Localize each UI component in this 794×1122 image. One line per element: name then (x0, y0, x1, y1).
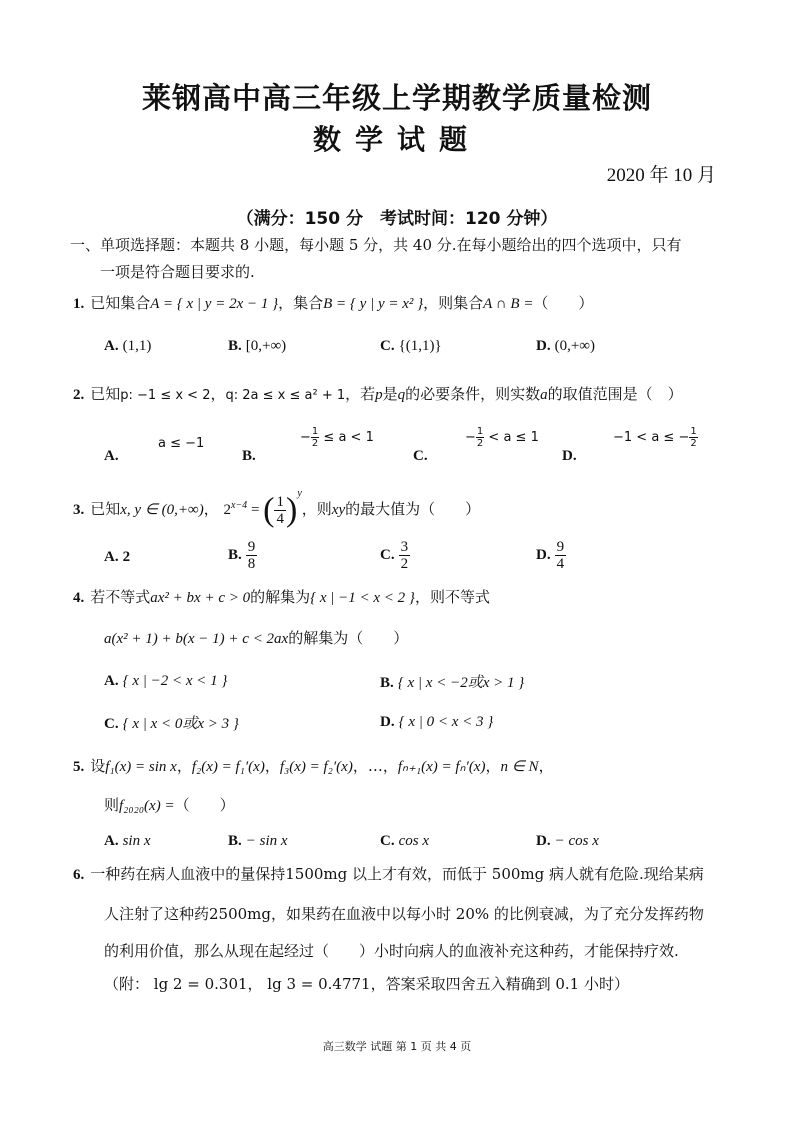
fraction (399, 539, 411, 572)
set-a: A = { x | y = 2x − 1 } (150, 296, 279, 312)
question-text: 设 (90, 757, 106, 775)
function-def: f₂(x) = f₁′(x) (191, 759, 265, 775)
question-6-line2: 人注射了这种药2500mg，如果药在血液中以每小时 20% 的比例衰减，为了充分发挥药物 (104, 905, 704, 923)
set-b: B = { y | y = x² } (323, 296, 424, 312)
exam-info: （满分：150 分 考试时间：120 分钟） (236, 209, 558, 229)
expr-prefix: − (300, 430, 311, 445)
option-label: A. (104, 549, 119, 565)
fraction-denominator: 2 (311, 438, 319, 449)
option-text: [0,+∞) (245, 338, 287, 354)
function-def: f₃(x) = f₂′(x) (279, 759, 353, 775)
question-6-note: （附： lg 2 = 0.301， lg 3 = 0.4771，答案采取四舍五入精确到 0.1 小时） (104, 975, 629, 993)
section-heading-line1: 一、单项选择题：本题共 8 小题，每小题 5 分，共 40 分.在每小题给出的四个选项中，只有 (70, 236, 682, 254)
fraction (311, 426, 319, 449)
expr-suffix: < a ≤ 1 (488, 430, 539, 445)
option-b (242, 446, 260, 465)
option-c-expr (465, 426, 539, 449)
option-d (536, 831, 599, 850)
option-label: D. (562, 448, 577, 464)
option-a (104, 336, 151, 355)
question-4 (73, 586, 733, 607)
condition-p: p: −1 ≤ x < 2 (120, 388, 211, 403)
option-label: B. (228, 833, 242, 849)
fraction-denominator: 4 (556, 556, 565, 572)
fraction (246, 539, 258, 572)
option-label: A. (104, 448, 119, 464)
fraction-numerator: 1 (690, 426, 697, 437)
question-text: 的解集为 (250, 588, 311, 606)
fraction-denominator: 2 (400, 556, 409, 572)
variable-domain: x, y ∈ (0,+∞) (120, 502, 204, 518)
question-5: 5. 设f₁(x) = sin x，f₂(x) = f₁′(x)，f₃(x) = f₂′(x)，…，fₙ₊₁(x) = fₙ′(x)，n ∈ N， (73, 757, 554, 775)
answer-blank: （ ） (174, 796, 235, 814)
option-label: A. (104, 833, 119, 849)
option-label: B. (242, 448, 256, 464)
question-number: 4. (73, 590, 85, 606)
fraction-denominator: 2 (476, 438, 484, 449)
inequality: a(x² + 1) + b(x − 1) + c < 2ax (104, 631, 289, 647)
function-expr: f₂₀₂₀(x) = (119, 798, 175, 814)
option-text: { x | 0 < x < 3 } (398, 714, 494, 730)
option-text: − cos x (554, 833, 599, 849)
question-text: 则 (104, 796, 120, 814)
option-label: D. (536, 833, 551, 849)
fraction-numerator: 9 (556, 539, 565, 555)
answer-blank: （ ） (533, 294, 594, 312)
question-text: 已知集合 (90, 294, 151, 312)
fraction-numerator: 3 (400, 539, 409, 555)
fraction-numerator: 1 (276, 494, 284, 511)
option-text: { x | −2 < x < 1 } (122, 673, 228, 689)
option-text: (1,1) (122, 338, 152, 354)
page-footer: 高三数学 试题 第 1 页 共 4 页 (322, 1040, 472, 1053)
intersection-expr: A ∩ B = (483, 296, 534, 312)
question-text: 若不等式 (90, 588, 151, 606)
option-text: 2 (122, 549, 131, 565)
option-b (228, 336, 286, 355)
solution-set: { x | −1 < x < 2 } (310, 590, 415, 606)
page-title: 莱钢高中高三年级上学期教学质量检测 (141, 81, 652, 115)
option-label: D. (536, 547, 551, 563)
var-q: q (397, 387, 406, 403)
option-label: C. (380, 547, 395, 563)
question-text: 的取值范围是（ ） (547, 385, 683, 403)
option-text: { x | x < 0或x > 3 } (122, 716, 239, 732)
question-number: 3. (73, 502, 85, 518)
equation-exponent: y (297, 488, 302, 499)
expr-prefix: − (465, 430, 476, 445)
question-number: 1. (73, 296, 85, 312)
option-label: B. (380, 675, 394, 691)
option-label: C. (380, 833, 395, 849)
option-text: − sin x (245, 833, 288, 849)
fraction (555, 539, 567, 572)
option-text: (0,+∞) (554, 338, 595, 354)
question-3 (73, 488, 733, 528)
option-c (380, 831, 429, 850)
fraction-denominator: 2 (690, 438, 697, 449)
equation-equals: = (250, 502, 260, 518)
section-heading-line2: 一项是符合题目要求的. (100, 263, 255, 281)
option-d (536, 539, 566, 572)
option-b (380, 671, 524, 692)
domain-n: n ∈ N (500, 759, 539, 775)
question-number: 2. (73, 387, 85, 403)
option-label: A. (104, 338, 119, 354)
question-text: 的解集为（ ） (288, 629, 409, 647)
inequality: ax² + bx + c > 0 (150, 590, 251, 606)
condition-q: q: 2a ≤ x ≤ a² + 1 (225, 388, 346, 403)
question-text: 是 (382, 385, 398, 403)
question-text: ，则 (301, 500, 332, 518)
equation (223, 488, 302, 529)
option-a (104, 831, 151, 850)
option-c (380, 336, 442, 355)
option-label: B. (228, 547, 242, 563)
question-5-line2 (104, 794, 764, 815)
option-label: C. (104, 716, 119, 732)
fraction-numerator: 1 (476, 426, 484, 437)
fraction (689, 426, 697, 449)
question-text: 一种药在病人血液中的量保持1500mg 以上才有效，而低于 500mg 病人就有危险.现给某病 (90, 865, 704, 883)
option-a-expr: a ≤ −1 (158, 436, 205, 451)
option-c (104, 712, 239, 733)
exam-date: 2020 年 10 月 (606, 165, 716, 186)
paren-right: ) (285, 491, 298, 529)
option-d (536, 336, 595, 355)
option-label: C. (380, 338, 395, 354)
option-d-expr (613, 426, 698, 449)
equation-base: 2 (223, 502, 231, 518)
question-text: ， (210, 385, 226, 403)
question-4-line2 (104, 627, 764, 648)
expr-suffix: ≤ a < 1 (323, 430, 374, 445)
question-text: ，若 (345, 385, 376, 403)
question-1 (73, 292, 733, 313)
option-text: cos x (398, 833, 429, 849)
function-def: f₁(x) = sin x (105, 759, 177, 775)
fraction-denominator: 8 (247, 556, 256, 572)
question-text: 的最大值为（ ） (345, 500, 481, 518)
equation-exponent: x−4 (231, 500, 248, 511)
var-xy: xy (331, 502, 346, 518)
question-text: 已知 (90, 500, 121, 518)
subject-title: 数学试题 (312, 123, 481, 156)
option-text: {(1,1)} (398, 338, 442, 354)
option-b-expr (300, 426, 374, 449)
option-label: B. (228, 338, 242, 354)
option-label: D. (380, 714, 395, 730)
option-d (562, 446, 581, 465)
question-number: 6. (73, 867, 85, 883)
option-a (104, 547, 134, 566)
option-b (228, 831, 288, 850)
option-a (104, 446, 123, 465)
option-text: { x | x < −2或x > 1 } (397, 675, 525, 691)
fraction-numerator: 9 (247, 539, 256, 555)
fraction (274, 494, 286, 527)
question-text: 的必要条件，则实数 (405, 385, 541, 403)
expr-prefix: −1 < a ≤ − (613, 430, 690, 445)
option-label: A. (104, 673, 119, 689)
question-6-line3: 的利用价值，那么从现在起经过（ ）小时向病人的血液补充这种药，才能保持疗效. (104, 942, 679, 960)
option-label: C. (413, 448, 428, 464)
function-def: fₙ₊₁(x) = fₙ′(x) (397, 759, 486, 775)
option-c (413, 446, 432, 465)
option-d (380, 712, 493, 731)
question-6 (73, 863, 733, 884)
question-number: 5. (73, 759, 85, 775)
fraction (476, 426, 484, 449)
option-a (104, 671, 227, 690)
question-text: ，集合 (278, 294, 324, 312)
question-text: 已知 (90, 385, 121, 403)
var-a: a (540, 387, 548, 403)
question-text: ，则集合 (423, 294, 484, 312)
question-2 (73, 383, 733, 404)
fraction-denominator: 4 (276, 511, 284, 528)
option-text: sin x (122, 833, 151, 849)
fraction-numerator: 1 (311, 426, 319, 437)
option-label: D. (536, 338, 551, 354)
ellipsis: … (367, 757, 383, 775)
option-b (228, 539, 257, 572)
question-text: ，则不等式 (414, 588, 490, 606)
var-p: p (375, 387, 383, 403)
question-text: ， (203, 500, 219, 518)
paren-left: ( (263, 491, 275, 529)
option-c (380, 539, 410, 572)
